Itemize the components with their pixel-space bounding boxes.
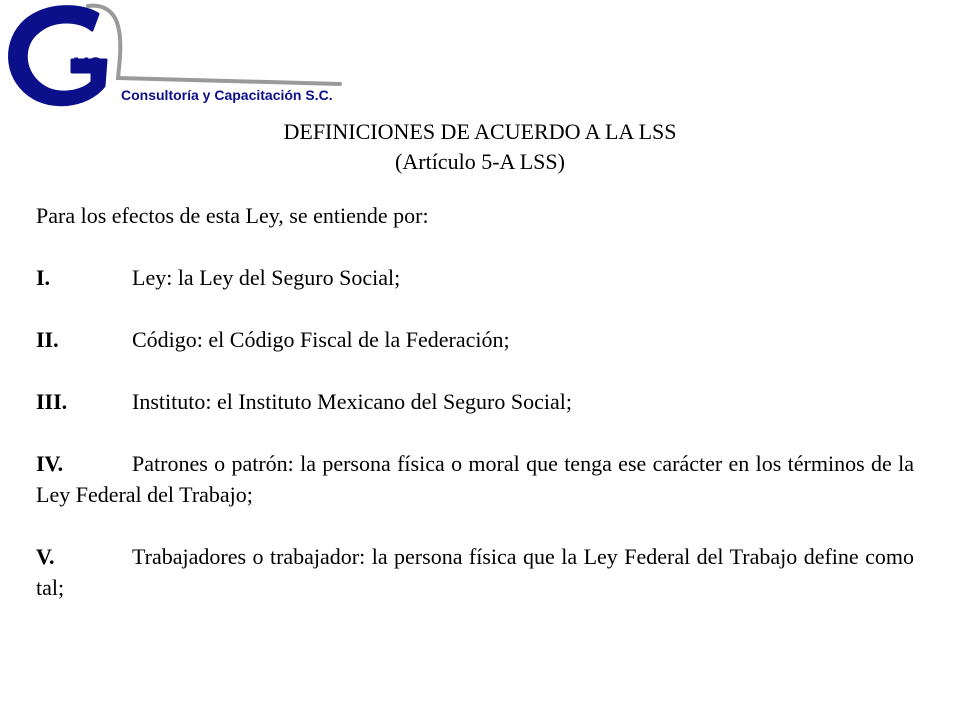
item-number: III. [36,389,68,414]
logo-caption: Consultoría y Capacitación S.C. [121,87,333,103]
definitions-body [36,200,914,603]
item-number: I. [36,265,51,290]
logo-letters: va [74,47,103,77]
item-text: Ley: la Ley del Seguro Social; [132,265,401,290]
page-title: DEFINICIONES DE ACUERDO A LA LSS [283,119,677,144]
definition-item [36,262,914,293]
definition-item [36,386,914,417]
intro-text: Para los efectos de esta Ley, se entiende por: [36,203,429,228]
item-text: Código: el Código Fiscal de la Federación; [132,327,510,352]
item-number: V. [36,544,55,569]
item-number: II. [36,327,59,352]
definition-item [36,541,914,603]
item-number: IV. [36,451,64,476]
item-text: Patrones o patrón: la persona física o moral que tenga ese carácter en los términos de la Ley Federal del Trabajo; [36,451,914,507]
definition-item [36,448,914,510]
item-text: Trabajadores o trabajador: la persona física que la Ley Federal del Trabajo define como tal; [36,544,914,600]
definition-item [36,324,914,355]
company-logo [0,0,360,120]
page-subtitle: (Artículo 5-A LSS) [395,149,565,174]
item-text: Instituto: el Instituto Mexicano del Seguro Social; [132,389,572,414]
